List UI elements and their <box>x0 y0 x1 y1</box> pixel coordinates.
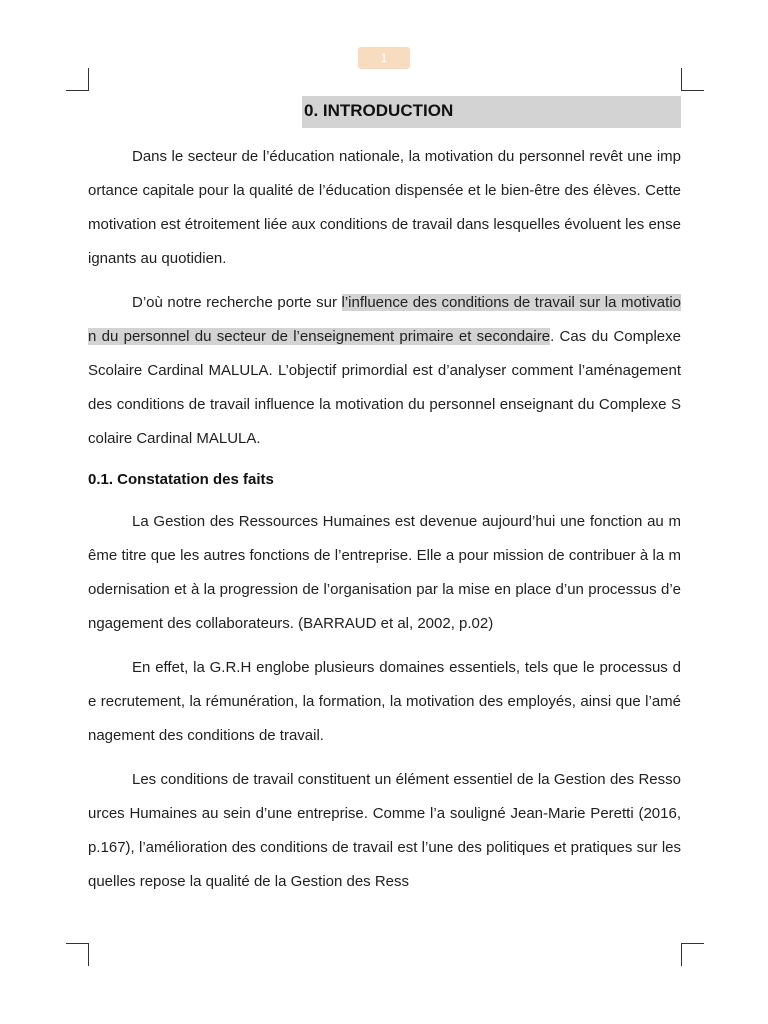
highlighted-research-topic: l’influence des conditions de travail sur la motivation du personnel du secteur de l’enseignement primaire et secondaire <box>88 294 681 345</box>
paragraph-work-conditions: Les conditions de travail constituent un élément essentiel de la Gestion des Ressources Humaines au sein d’une entreprise. Comme l’a souligné Jean-Marie Peretti (2016, p.167), l’amélioration des conditions de travail est l’une des politiques et pratiques sur lesquelles repose la qualité de la Gestion des Ress <box>88 771 681 890</box>
paragraph-research-tail: . Cas du Complexe Scolaire Cardinal MALULA. L’objectif primordial est d’analyser comment l’aménagement des conditions de travail influence la motivation du personnel enseignant du Complexe Scolaire Cardinal MALULA. <box>88 328 681 447</box>
paragraph-research <box>88 286 681 456</box>
crop-mark-top-left <box>66 68 89 91</box>
paragraph-grh-domains: En effet, la G.R.H englobe plusieurs domaines essentiels, tels que le processus de recrutement, la rémunération, la formation, la motivation des employés, ainsi que l’aménagement des conditions de travail. <box>88 659 681 744</box>
crop-mark-bottom-left <box>66 943 89 966</box>
paragraph-grh-mission: La Gestion des Ressources Humaines est devenue aujourd’hui une fonction au même titre que les autres fonctions de l’entreprise. Elle a pour mission de contribuer à la modernisation et à la progression de l’organisation par la mise en place d’un processus d’engagement des collaborateurs. (BARRAUD et al, 2002, p.02) <box>88 513 681 632</box>
paragraph-research-lead: D’où notre recherche porte sur <box>132 294 342 311</box>
crop-mark-top-right <box>681 68 704 91</box>
document-body <box>88 96 681 899</box>
title-highlight <box>302 96 681 128</box>
page-number-badge: 1 <box>358 47 410 69</box>
crop-mark-bottom-right <box>681 943 704 966</box>
document-title: 0. INTRODUCTION <box>304 101 454 120</box>
section-heading: 0.1. Constatation des faits <box>88 471 274 488</box>
paragraph-intro: Dans le secteur de l’éducation nationale, la motivation du personnel revêt une importance capitale pour la qualité de l’éducation dispensée et le bien-être des élèves. Cette motivation est étroitement liée aux conditions de travail dans lesquelles évoluent les enseignants au quotidien. <box>88 148 681 267</box>
